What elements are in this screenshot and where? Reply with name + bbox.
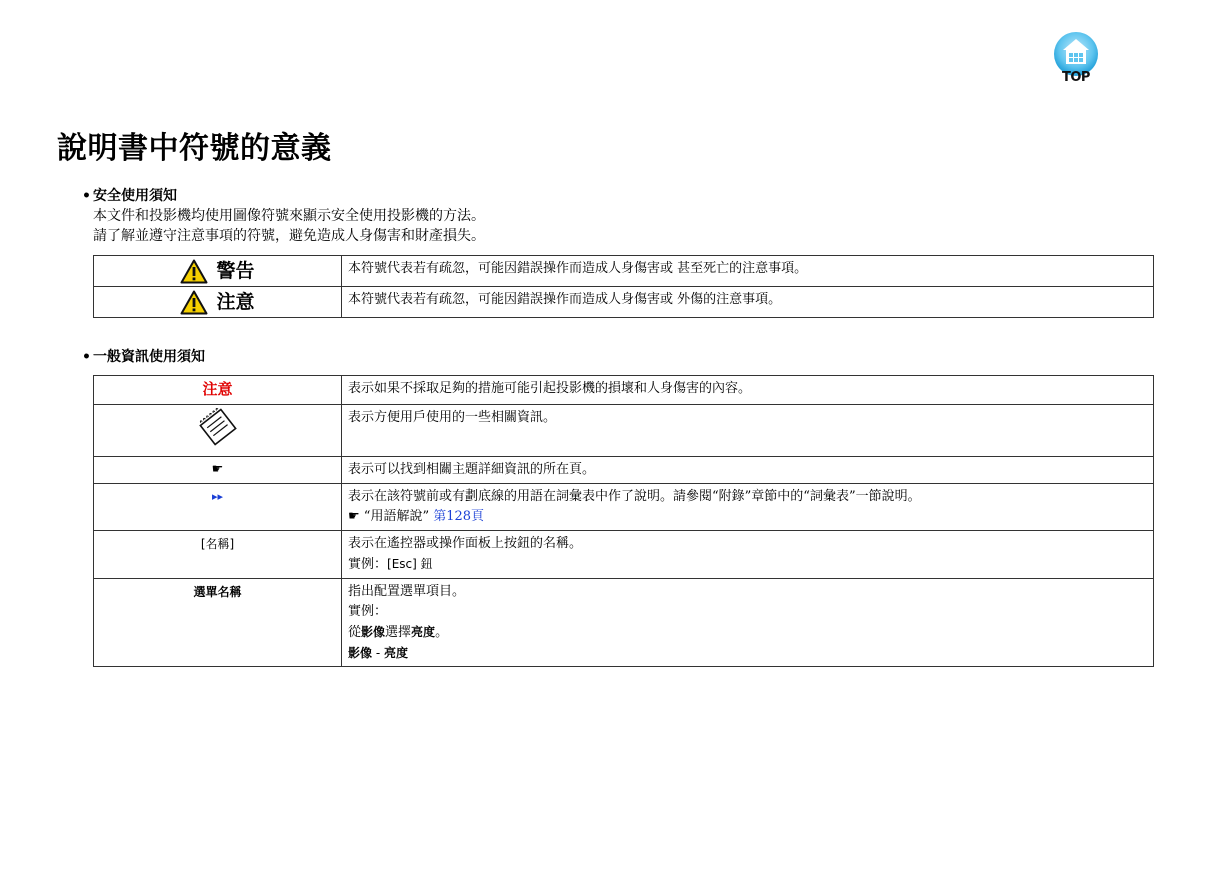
name-example-value: [Esc] 鈕 bbox=[387, 557, 433, 571]
attention-description: 表示如果不採取足夠的措施可能引起投影機的損壞和人身傷害的內容。 bbox=[342, 376, 1154, 405]
page-title: 說明書中符號的意義 bbox=[57, 131, 332, 166]
caution-label: 注意 bbox=[216, 291, 255, 313]
general-section bbox=[82, 347, 205, 367]
glossary-page-link[interactable]: 第128頁 bbox=[433, 509, 485, 524]
table-row bbox=[94, 376, 1154, 405]
menu-example-label: 實例： bbox=[348, 604, 388, 619]
menu-example-text: 從 bbox=[348, 625, 362, 640]
bullet: • bbox=[82, 349, 91, 365]
caution-description: 本符號代表若有疏忽，可能因錯誤操作而造成人身傷害或 外傷的注意事項。 bbox=[342, 287, 1154, 318]
table-row bbox=[94, 457, 1154, 484]
glossary-description: 表示在該符號前或有劃底線的用語在詞彙表中作了說明。請參閱“附錄”章節中的“詞彙表”一節說明。 bbox=[348, 489, 921, 504]
pointing-hand-icon: ☛ bbox=[348, 509, 360, 524]
warning-description: 本符號代表若有疏忽，可能因錯誤操作而造成人身傷害或 甚至死亡的注意事項。 bbox=[342, 256, 1154, 287]
bullet: • bbox=[82, 188, 91, 204]
general-heading: 一般資訊使用須知 bbox=[93, 349, 205, 365]
name-example-prefix: 實例： bbox=[348, 557, 388, 572]
safety-line-2: 請了解並遵守注意事項的符號，避免造成人身傷害和財產損失。 bbox=[93, 228, 485, 244]
menu-example-brightness: 亮度 bbox=[411, 625, 436, 639]
pointer-description: 表示可以找到相關主題詳細資訊的所在頁。 bbox=[342, 457, 1154, 484]
menu-example-image: 影像 bbox=[361, 625, 386, 639]
attention-label: 注意 bbox=[202, 380, 233, 398]
top-button[interactable] bbox=[1052, 30, 1100, 86]
safety-heading: 安全使用須知 bbox=[93, 188, 177, 204]
menu-description: 指出配置選單項目。 bbox=[348, 584, 466, 599]
safety-line-1: 本文件和投影機均使用圖像符號來顯示安全使用投影機的方法。 bbox=[93, 208, 485, 224]
table-row bbox=[94, 287, 1154, 318]
table-row bbox=[94, 256, 1154, 287]
menu-path-brightness: 亮度 bbox=[383, 646, 408, 660]
menu-path-separator: - bbox=[372, 646, 384, 660]
caution-triangle-icon bbox=[180, 290, 208, 315]
table-row bbox=[94, 531, 1154, 579]
menu-example-text: 。 bbox=[435, 625, 449, 640]
safety-section bbox=[82, 186, 485, 246]
menu-path-image: 影像 bbox=[348, 646, 373, 660]
table-row bbox=[94, 484, 1154, 531]
pointing-hand-icon: ☛ bbox=[211, 462, 224, 477]
table-row bbox=[94, 579, 1154, 667]
memo-note-icon bbox=[196, 408, 240, 446]
warning-label: 警告 bbox=[216, 260, 255, 282]
menu-example-text: 選擇 bbox=[385, 625, 412, 640]
safety-table bbox=[93, 255, 1154, 318]
name-description: 表示在遙控器或操作面板上按鈕的名稱。 bbox=[348, 536, 583, 551]
warning-triangle-icon bbox=[180, 259, 208, 284]
menu-name-label: 選單名稱 bbox=[193, 585, 242, 599]
general-table bbox=[93, 375, 1154, 667]
glossary-arrow-icon: ▸▸ bbox=[211, 490, 224, 503]
name-label: [名稱] bbox=[200, 537, 235, 551]
glossary-ref-text: “用語解說” bbox=[363, 509, 430, 524]
top-label: TOP bbox=[1062, 70, 1090, 85]
table-row bbox=[94, 405, 1154, 457]
memo-description: 表示方便用戶使用的一些相關資訊。 bbox=[342, 405, 1154, 457]
